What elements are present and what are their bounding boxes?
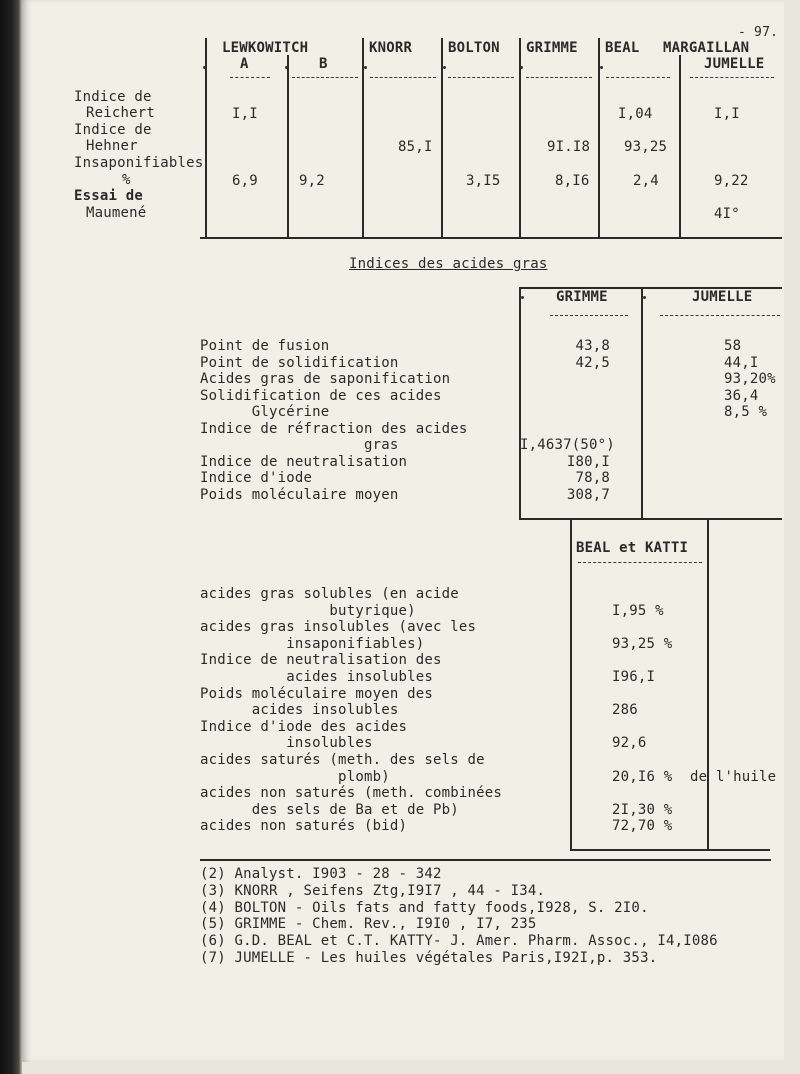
row-label-maumene: Essai de <box>74 188 144 204</box>
cell-insap-bolton: 3,I5 <box>466 173 501 189</box>
cell-insap-grimme: 8,I6 <box>555 173 590 189</box>
table-bottom-rule <box>200 237 782 239</box>
row-label-hehner: Indice de <box>74 122 152 138</box>
fatty-acid-row-label: Solidification de ces acides <box>200 387 442 404</box>
fatty-acid-jumelle-value: 58 <box>724 338 742 354</box>
fatty-acid-grimme-value: 42,5 <box>575 354 610 371</box>
fatty-acid-row-label: Glycérine <box>200 404 330 420</box>
beal-katti-row-label: des sels de Ba et de Pb) <box>200 801 459 818</box>
row-label-maumene: Maumené <box>86 205 147 221</box>
book-binding <box>0 0 22 1074</box>
row-label-reichert: Indice de <box>74 89 152 105</box>
beal-katti-value: 92,6 <box>612 735 647 752</box>
reference-entry: (4) BOLTON - Oils fats and fatty foods,I928, S. 2I0. <box>200 899 649 916</box>
table-bottom-rule <box>519 518 782 520</box>
fatty-acid-row-label: Point de fusion <box>200 338 330 354</box>
fatty-acid-jumelle-value: 8,5 % <box>724 404 768 420</box>
fatty-acid-jumelle-value: 36,4 <box>724 387 759 404</box>
header-dash <box>448 77 514 78</box>
reference-entry: (3) KNORR , Seifens Ztg,I9I7 , 44 - I34. <box>200 882 546 899</box>
ink-dot <box>443 66 446 69</box>
cell-insap-jumelle: 9,22 <box>714 173 749 189</box>
header-margaillan: MARGAILLAN <box>663 40 750 56</box>
fatty-acid-grimme-value: I80,I <box>566 453 610 470</box>
column-rule <box>287 55 289 238</box>
fatty-acid-row-label: Indice d'iode <box>200 470 313 486</box>
fatty-acid-row-label: Indice de neutralisation <box>200 453 408 470</box>
ink-dot <box>285 66 288 69</box>
row-label-insaponifiables: % <box>122 172 131 188</box>
value-note: de l'huile <box>690 769 777 785</box>
fatty-acid-jumelle-value: 93,20% <box>724 371 776 387</box>
beal-katti-value: 286 <box>612 702 638 719</box>
beal-katti-value: I,95 % <box>612 602 664 619</box>
ink-dot <box>600 66 603 69</box>
reference-entry: (6) G.D. BEAL et C.T. KATTY- J. Amer. Pharm. Assoc., I4,I086 <box>200 933 718 950</box>
header-dash <box>550 315 628 316</box>
header-dash <box>578 562 702 563</box>
header-dash <box>660 315 780 316</box>
header-jumelle: JUMELLE <box>692 289 753 305</box>
beal-katti-row-label: Poids moléculaire moyen des <box>200 685 433 702</box>
header-dash <box>230 77 270 78</box>
beal-katti-row-label: acides non saturés (meth. combinées <box>200 785 503 802</box>
header-dash <box>690 77 774 78</box>
reference-entry: (7) JUMELLE - Les huiles végétales Paris,I92I,p. 353. <box>200 950 658 966</box>
section-title: Indices des acides gras <box>349 256 548 272</box>
header-beal: BEAL <box>605 40 640 56</box>
cell-insap-b: 9,2 <box>299 173 325 189</box>
beal-katti-row-label: acides insolubles <box>200 702 399 719</box>
beal-katti-row-label: insolubles <box>200 735 373 752</box>
beal-katti-row-label: acides gras insolubles (avec les <box>200 619 477 636</box>
beal-katti-row-label: acides non saturés (bid) <box>200 818 408 835</box>
beal-katti-value: 72,70 % <box>612 818 673 835</box>
header-dash <box>292 77 358 78</box>
header-grimme: GRIMME <box>556 289 608 305</box>
beal-katti-row-label: acides gras solubles (en acide <box>200 586 459 602</box>
header-jumelle: JUMELLE <box>704 56 765 72</box>
fatty-acid-grimme-value: I,4637(50°) <box>520 437 615 453</box>
beal-katti-row-label: acides insolubles <box>200 669 433 685</box>
cell-insap-a: 6,9 <box>232 173 258 189</box>
beal-katti-value: 2I,30 % <box>612 801 673 818</box>
beal-katti-row-label: plomb) <box>200 768 390 785</box>
beal-katti-row-label: insaponifiables) <box>200 635 425 652</box>
ink-dot <box>643 296 646 299</box>
cell-maumene-jumelle: 4I° <box>714 206 740 222</box>
fatty-acid-grimme-value: 308,7 <box>566 486 610 503</box>
cell-hehner-beal: 93,25 <box>624 139 668 155</box>
header-beal-katti: BEAL et KATTI <box>576 540 689 556</box>
column-rule <box>707 520 709 850</box>
ink-dot <box>364 66 367 69</box>
row-label-hehner: Hehner <box>86 138 138 154</box>
fatty-acid-jumelle-value: 44,I <box>724 354 759 371</box>
row-label-reichert: Reichert <box>86 105 156 121</box>
column-rule <box>679 55 681 238</box>
fatty-acid-row-label: Poids moléculaire moyen <box>200 486 399 503</box>
cell-insap-beal: 2,4 <box>633 173 659 189</box>
fatty-acid-row-label: gras <box>200 437 399 453</box>
fatty-acid-grimme-value: 78,8 <box>575 470 610 486</box>
cell-reichert-beal: I,04 <box>618 106 653 122</box>
column-rule <box>570 520 572 850</box>
reference-entry: (5) GRIMME - Chem. Rev., I9I0 , I7, 235 <box>200 916 537 933</box>
row-label-insaponifiables: Insaponifiables <box>74 155 204 171</box>
beal-katti-row-label: Indice d'iode des acides <box>200 718 408 735</box>
beal-katti-row-label: Indice de neutralisation des <box>200 652 442 669</box>
header-dash <box>526 77 592 78</box>
column-rule <box>641 287 643 519</box>
cell-reichert-jumelle: I,I <box>714 106 740 122</box>
fatty-acid-row-label: Point de solidification <box>200 354 399 371</box>
header-grimme: GRIMME <box>526 40 578 56</box>
references-rule <box>200 859 771 861</box>
cell-hehner-knorr: 85,I <box>398 139 433 155</box>
header-b: B <box>319 56 328 72</box>
page-number: - 97. <box>738 25 779 40</box>
cell-hehner-grimme: 9I.I8 <box>547 139 591 155</box>
header-a: A <box>240 56 249 72</box>
fatty-acid-row-label: Indice de réfraction des acides <box>200 420 468 437</box>
fatty-acid-grimme-value: 43,8 <box>575 338 610 354</box>
beal-katti-value: 93,25 % <box>612 635 673 652</box>
beal-katti-row-label: butyrique) <box>200 602 416 619</box>
beal-katti-row-label: acides saturés (meth. des sels de <box>200 752 485 768</box>
header-knorr: KNORR <box>369 40 413 56</box>
table-bottom-rule <box>570 849 770 851</box>
ink-dot <box>521 296 524 299</box>
header-lewkowitch: LEWKOWITCH <box>222 40 309 56</box>
cell-reichert-a: I,I <box>232 106 258 122</box>
header-bolton: BOLTON <box>448 40 500 56</box>
fatty-acid-row-label: Acides gras de saponification <box>200 371 451 387</box>
beal-katti-value: 20,I6 % <box>612 768 673 785</box>
header-dash <box>606 77 670 78</box>
ink-dot <box>203 66 206 69</box>
reference-entry: (2) Analyst. I903 - 28 - 342 <box>200 866 442 882</box>
beal-katti-value: I96,I <box>612 669 656 685</box>
header-dash <box>370 77 436 78</box>
ink-dot <box>520 66 523 69</box>
